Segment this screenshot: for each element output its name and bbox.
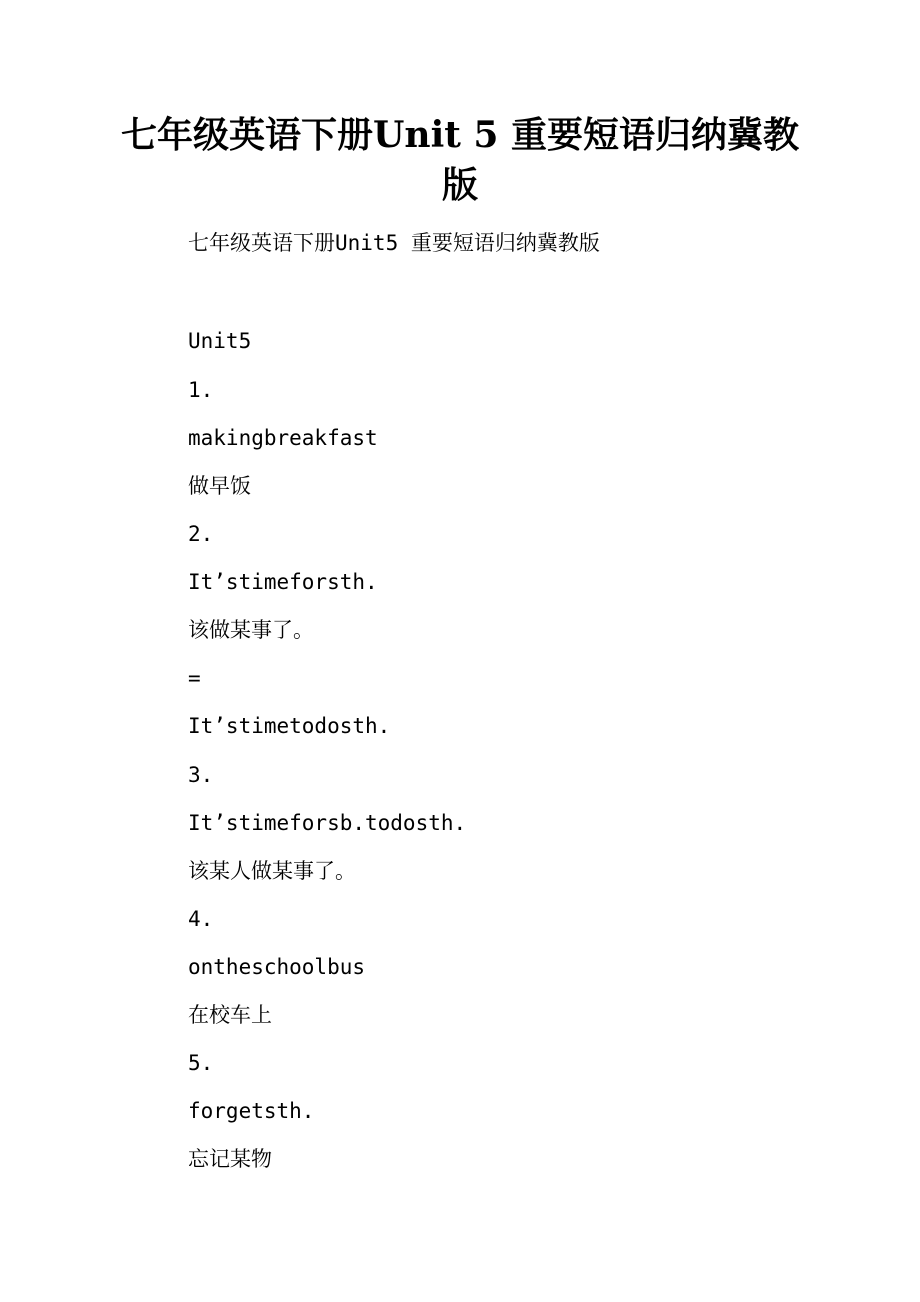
item-number-4: 4.	[188, 907, 214, 931]
phrase-english: makingbreakfast	[188, 426, 378, 450]
phrase-english: It’stimetodosth.	[188, 714, 391, 738]
phrase-chinese: 做早饭	[188, 474, 251, 498]
phrase-english: forgetsth.	[188, 1099, 315, 1123]
phrase-chinese: 该做某事了。	[188, 618, 314, 642]
item-number-2: 2.	[188, 522, 214, 546]
phrase-english: ontheschoolbus	[188, 955, 366, 979]
phrase-english: It’stimeforsth.	[188, 570, 378, 594]
document-subtitle: 七年级英语下册Unit5 重要短语归纳冀教版	[188, 231, 600, 255]
phrase-chinese: 在校车上	[188, 1003, 272, 1027]
phrase-chinese: 该某人做某事了。	[188, 859, 356, 883]
item-number-3: 3.	[188, 763, 214, 787]
item-number-1: 1.	[188, 378, 214, 402]
phrase-english: It’stimeforsb.todosth.	[188, 811, 467, 835]
unit-heading: Unit5	[188, 329, 252, 353]
document-title: 七年级英语下册Unit 5 重要短语归纳冀教版	[121, 114, 799, 206]
item-number-5: 5.	[188, 1051, 214, 1075]
phrase-chinese: 忘记某物	[188, 1147, 272, 1171]
equals-sign: =	[188, 666, 201, 690]
